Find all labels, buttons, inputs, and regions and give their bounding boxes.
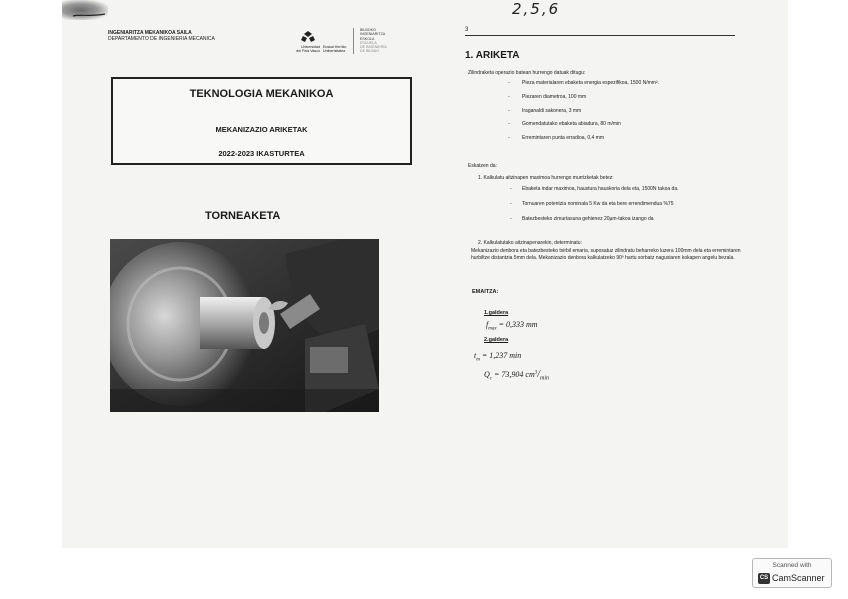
list-item: - Erremintaren punta erradioa, 0,4 mm [508, 135, 659, 149]
course-subtitle: MEKANIZAZIO ARIKETAK [215, 125, 308, 134]
university-logo-icon [300, 30, 316, 44]
list-item: - Tornuaren potentzia nominala 5 Kw da eta bere errendimendua %75 [510, 201, 679, 216]
section-heading: TORNEAKETA [205, 210, 281, 222]
department-basque: INGENIARITZA MEKANIKOA SAILA [108, 30, 192, 36]
header-divider [353, 28, 354, 54]
school-line: INGENIARITZA [360, 32, 386, 37]
camscanner-badge [752, 558, 832, 588]
school-line: DE INGENIERÍA [360, 45, 387, 50]
school-name [360, 28, 387, 54]
list-item: - Batezbesteko zimurtasuna gehienez 20µm-takoa izango da [510, 216, 679, 231]
formula-value: = 1,237 min [479, 351, 522, 360]
formula-value: = 0,333 mm [496, 320, 538, 329]
formula-value: = 73,904 cm [492, 370, 535, 379]
result-step-1: 1.galdera [484, 310, 509, 316]
list-item: - Ebaketa indar maximoa, haustura hauskoria dela eta, 1500N takoa da. [510, 186, 679, 201]
formula-denominator: min [540, 375, 550, 382]
uni-left-line: del País Vasco [296, 49, 320, 54]
university-name-basque [323, 45, 353, 53]
university-name-spanish [280, 45, 320, 53]
handwritten-note: 2,5,6 [512, 0, 561, 18]
question-1-constraints [510, 186, 679, 231]
pen-scribble-icon [72, 12, 106, 18]
results-heading: EMAITZA: [472, 289, 499, 295]
school-line: BILBOKO [360, 28, 376, 32]
cover-title-box [111, 77, 412, 165]
formula-slash: / [537, 369, 541, 380]
list-item: - Iraganaldi sakonera, 3 mm [508, 108, 659, 122]
list-item: - Gomendatutako ebaketa abiadura, 80 m/min [508, 121, 659, 135]
uni-right-line: Euskal Herriko [323, 45, 347, 49]
result-flow-formula [484, 369, 549, 382]
formula-symbol: f [486, 320, 489, 329]
badge-app-name: CamScanner [772, 573, 825, 583]
badge-caption: Scanned with [772, 562, 812, 569]
question-1: 1. Kalkulatu aitzinapen maximoa hurrengo murrizketak betez: [478, 175, 614, 181]
result-step-2: 2.galdera [484, 337, 509, 343]
formula-subscript: m [476, 357, 480, 363]
exercise-data-list [508, 80, 659, 149]
school-line: ESCUELA [360, 40, 377, 45]
lathe-photo [110, 239, 379, 412]
uni-right-line: Unibertsitatea [323, 49, 346, 54]
list-item: - Piezaren diametroa, 100 mm [508, 94, 659, 108]
result-time-formula [474, 351, 521, 363]
school-line: ESKOLA [360, 36, 375, 41]
result-feed-formula [486, 320, 538, 332]
list-item: - Pieza materialaren ebaketa energia espezifikoa, 1500 N/mm². [508, 80, 659, 94]
department-name [108, 30, 215, 42]
question-2-text: Mekanizazio denbora eta batezbesteko txirbil emaria, suposatuz zilindratu beharreko luzera 100mm dela eta erremintaren hurbiltze distantzia 5mm dela. Mekanizazio denbora kalkulatzeko 90º hartu sorbatz nagusiaren kokapen angelu bezala. [471, 248, 741, 261]
department-spanish: DEPARTAMENTO DE INGENIERIA MECANICA [108, 36, 215, 42]
page-number: 3 [465, 27, 469, 33]
question-2: 2. Kalkulatutako aitzinapenarekin, determinatu: [478, 240, 582, 246]
uni-left-line: Universidad [301, 45, 320, 49]
lathe-image-icon [110, 239, 379, 412]
exercise-intro: Zilindraketa operazio batean hurrengo datuak ditugu: [468, 70, 586, 76]
header-rule [465, 35, 735, 36]
formula-symbol: t [474, 351, 477, 360]
course-title: TEKNOLOGIA MEKANIKOA [189, 88, 334, 100]
requested-label: Eskatzen da: [468, 163, 497, 169]
exercise-title: 1. ARIKETA [465, 50, 520, 61]
school-line: DE BILBAO [360, 49, 379, 54]
formula-subscript: max [488, 326, 497, 332]
formula-subscript: c [489, 376, 493, 382]
formula-symbol: Q [484, 370, 490, 379]
camscanner-logo-icon: CS [758, 573, 770, 584]
academic-year: 2022-2023 IKASTURTEA [218, 149, 305, 158]
formula-superscript: 3 [534, 370, 538, 376]
